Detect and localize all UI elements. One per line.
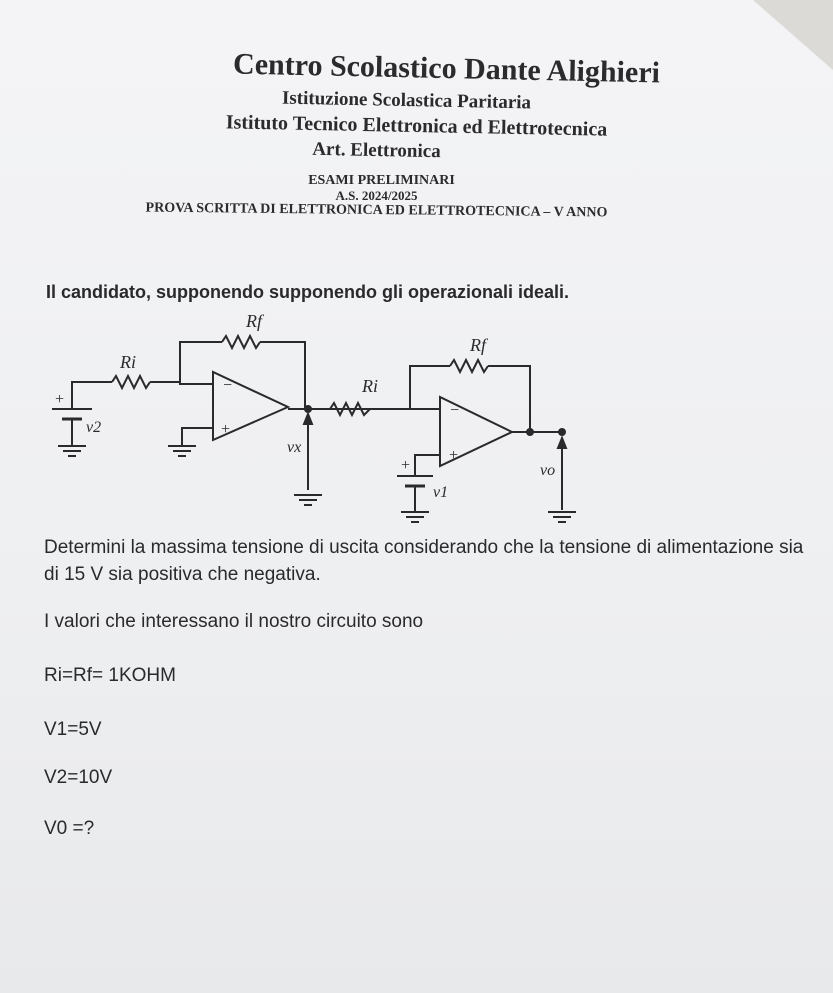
node-dot [305, 406, 311, 412]
resistor-rf-2 [450, 360, 488, 372]
exam-title: ESAMI PRELIMINARI [308, 173, 455, 188]
question-text: Determini la massima tensione di uscita considerando che la tensione di alimentazione sia di 15 V sia positiva che negativa. [44, 537, 804, 585]
node-dot [527, 429, 533, 435]
school-year: A.S. 2024/2025 [335, 188, 418, 203]
wire [488, 366, 530, 432]
value-vo: V0 =? [44, 818, 95, 839]
value-v2: V2=10V [44, 767, 113, 788]
institution-type: Istituzione Scolastica Paritaria [281, 87, 532, 114]
values-intro: I valori che interessano il nostro circuito sono [44, 611, 424, 632]
wire [72, 382, 112, 409]
school-name: Centro Scolastico Dante Alighieri [232, 47, 661, 90]
label-vx: vx [287, 439, 302, 456]
wire [260, 342, 305, 409]
stage-1 [52, 336, 410, 505]
resistor-ri-1 [112, 376, 150, 388]
value-v1: V1=5V [44, 719, 102, 740]
arrow-head-icon [304, 414, 312, 424]
node-dot [559, 429, 565, 435]
label-rf-2: Rf [470, 335, 486, 355]
test-title: PROVA SCRITTA DI ELETTRONICA ED ELETTROTECNICA – V ANNO [145, 200, 608, 221]
wire [180, 342, 222, 384]
label-ri-2: Ri [362, 376, 378, 396]
arrow-head-icon [558, 438, 566, 448]
label-v1: v1 [433, 484, 449, 501]
label-v2: v2 [86, 419, 102, 436]
label-plus-opamp-1: + [220, 421, 231, 438]
label-plus-v2: + [54, 391, 65, 408]
wire [150, 382, 213, 384]
label-vo: vo [540, 462, 556, 479]
specialization: Art. Elettronica [312, 138, 441, 163]
label-minus-opamp-1: − [222, 377, 233, 394]
label-ri-1: Ri [120, 352, 136, 372]
value-resistors: Ri=Rf= 1KOHM [44, 665, 176, 686]
label-minus-opamp-2: − [449, 402, 460, 419]
institute-name: Istituto Tecnico Elettronica ed Elettrotecnica [225, 111, 608, 141]
label-plus-opamp-2: + [448, 447, 459, 464]
wire [182, 428, 213, 446]
label-plus-v1: + [400, 457, 411, 474]
intro-text: Il candidato, supponendo supponendo gli operazionali ideali. [46, 282, 570, 302]
wire [410, 366, 450, 409]
label-rf-1: Rf [246, 311, 262, 331]
wire [415, 455, 440, 476]
resistor-rf-1 [222, 336, 260, 348]
